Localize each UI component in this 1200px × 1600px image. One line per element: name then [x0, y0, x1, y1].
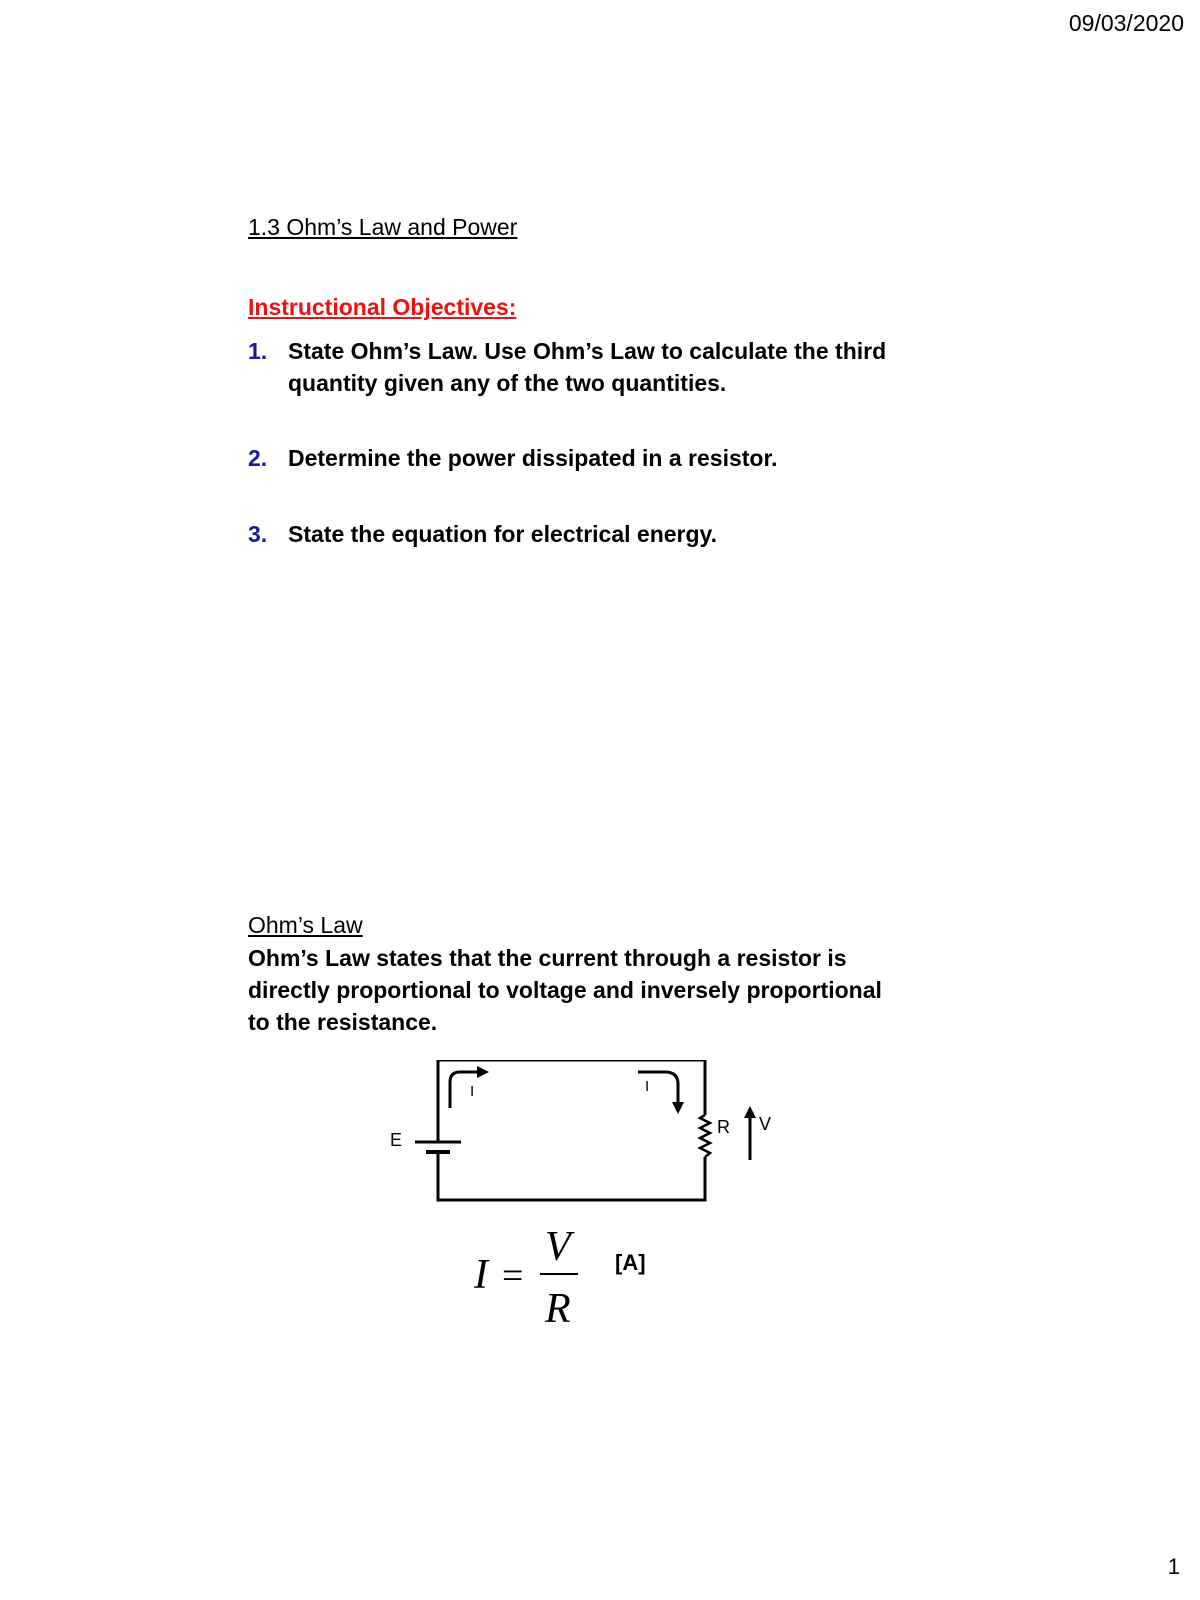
source-label: E: [390, 1130, 403, 1150]
current-arrow-left: [450, 1072, 483, 1108]
page-number: 1: [1167, 1554, 1180, 1579]
circuit-wire-bottom: [438, 1152, 705, 1200]
formula-equals: =: [502, 1255, 524, 1297]
ohms-law-heading: Ohm’s Law: [248, 912, 363, 938]
formula-numerator: V: [545, 1224, 571, 1270]
objective-text: Determine the power dissipated in a resistor.: [288, 445, 778, 471]
ohms-law-formula: [470, 1220, 670, 1330]
formula-denominator: R: [545, 1286, 571, 1330]
objective-text: State Ohm’s Law. Use Ohm’s Law to calculate the third quantity given any of the two quantities.: [288, 338, 887, 396]
objective-text: State the equation for electrical energy.: [288, 521, 718, 547]
voltage-label: V: [759, 1114, 772, 1134]
current-label-right: I: [645, 1078, 650, 1095]
circuit-diagram: [380, 1060, 800, 1220]
section-title: 1.3 Ohm’s Law and Power: [248, 214, 518, 240]
current-arrow-right: [638, 1072, 678, 1108]
objectives-heading: Instructional Objectives:: [248, 294, 517, 320]
ohms-law-definition: Ohm’s Law states that the current through a resistor is directly proportional to voltage and inversely proportional to the resistance.: [248, 945, 882, 1035]
formula-current-symbol: I: [474, 1252, 488, 1298]
page-date: 09/03/2020: [1068, 10, 1184, 36]
formula-unit: [A]: [615, 1250, 646, 1275]
objective-number: 1.: [248, 338, 268, 364]
objective-number: 3.: [248, 521, 268, 547]
resistor-label: R: [717, 1117, 730, 1137]
objective-number: 2.: [248, 445, 268, 471]
objective-item-2: [248, 442, 948, 474]
objective-item-3: [248, 518, 948, 550]
objective-item-1: [248, 335, 948, 399]
current-label-left: I: [470, 1083, 475, 1100]
resistor-symbol: [700, 1115, 710, 1157]
